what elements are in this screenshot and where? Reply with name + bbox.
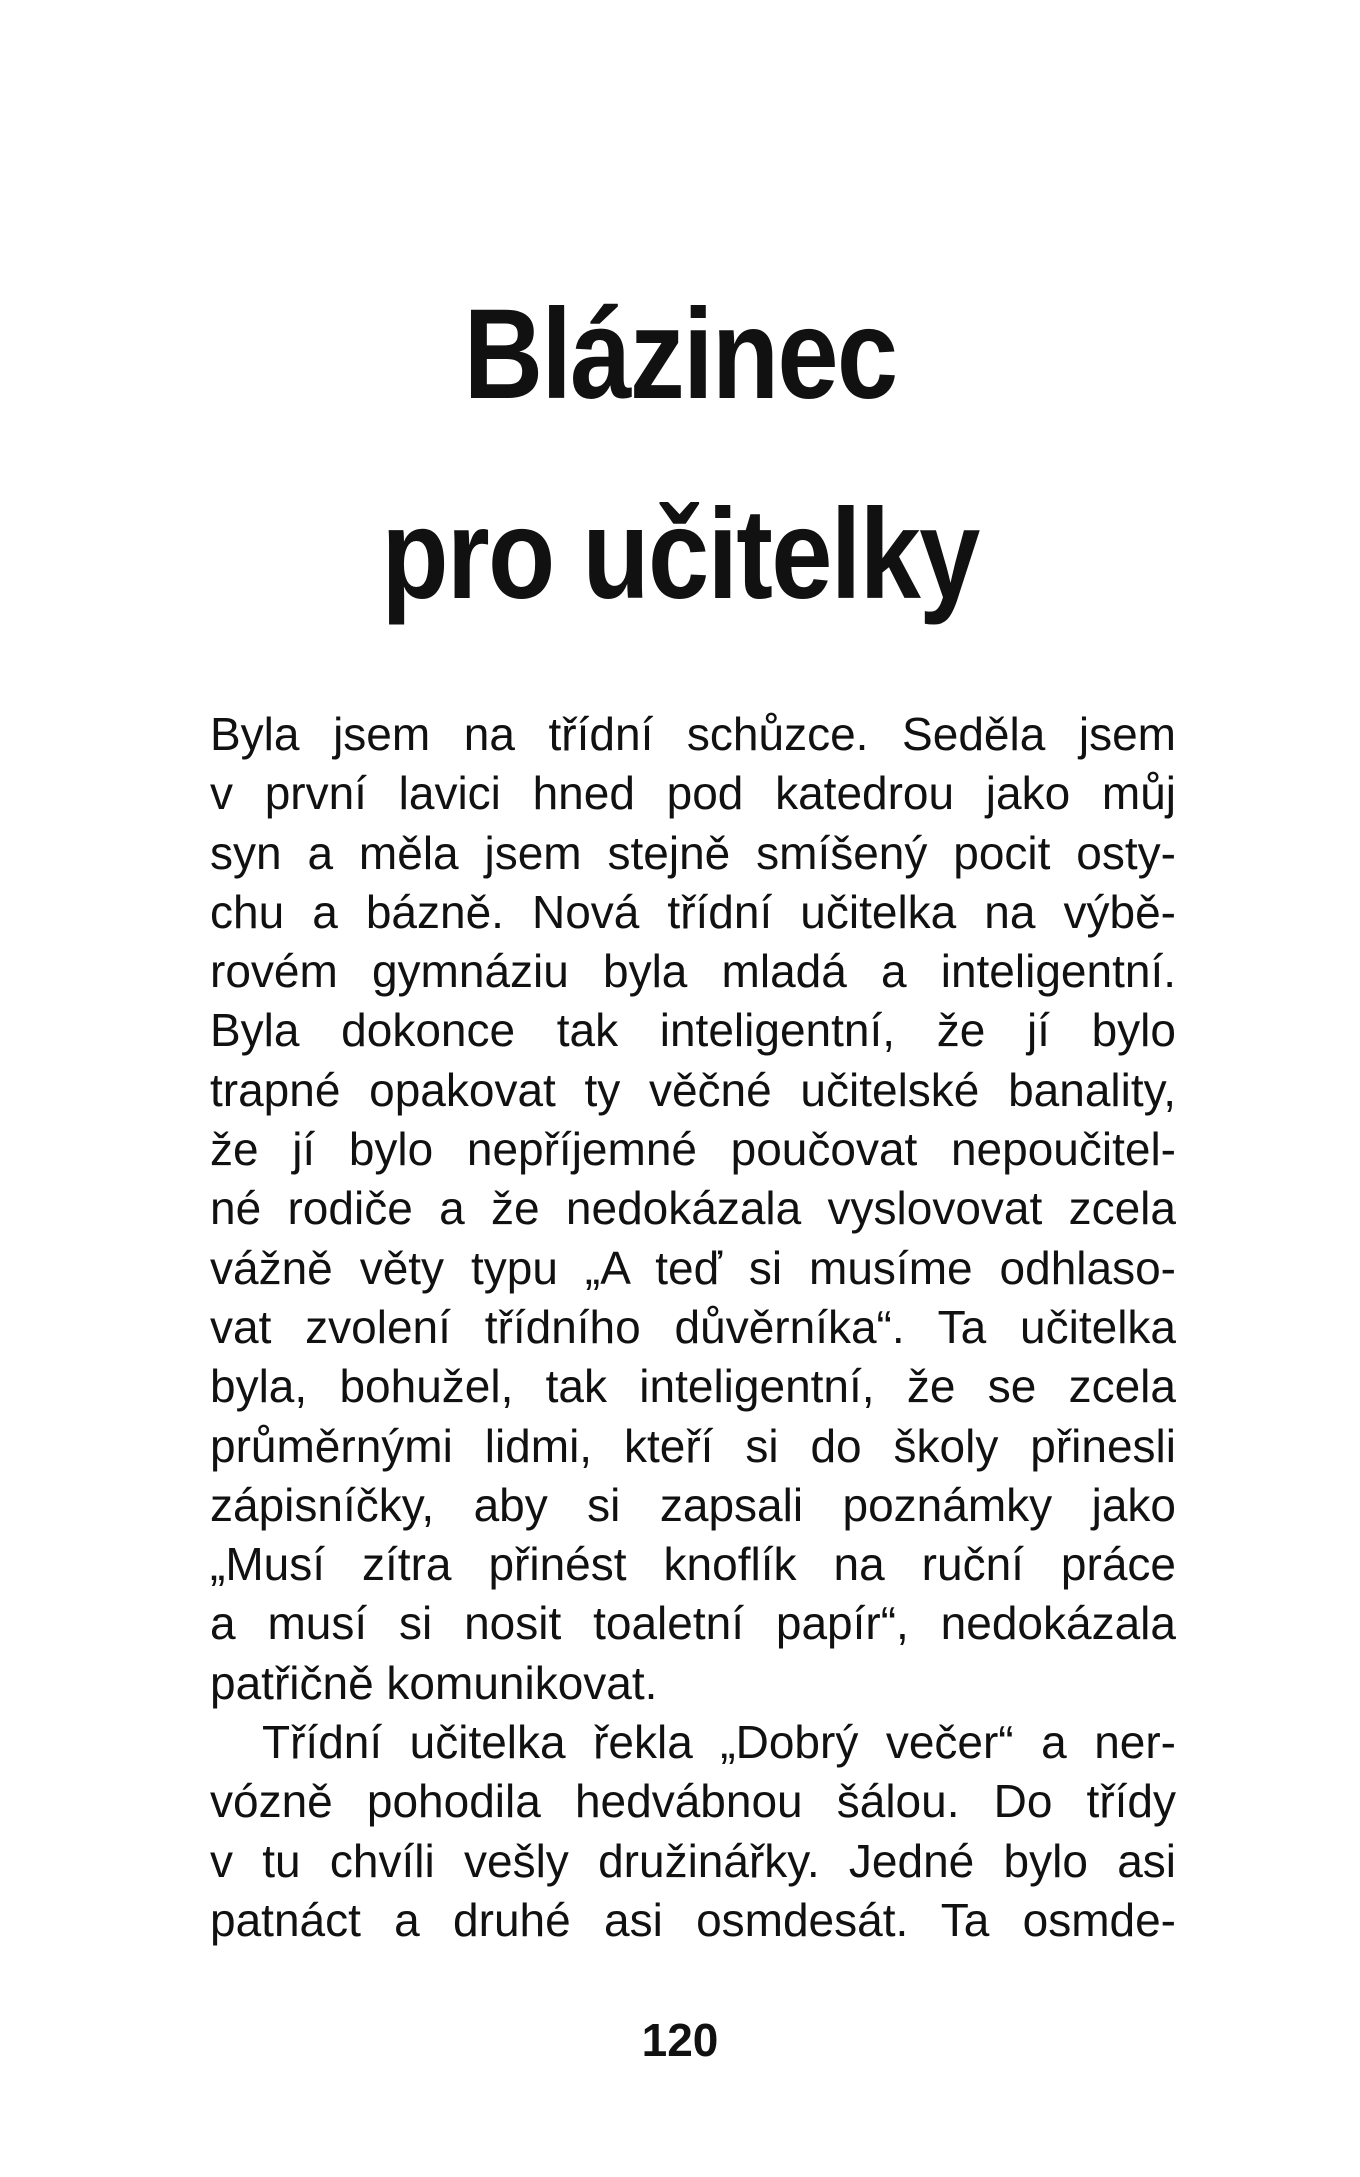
text-line: patřičně komunikovat. <box>210 1656 658 1709</box>
text-line: v první lavici hned pod katedrou jako můj <box>210 767 1176 820</box>
text-line: trapné opakovat ty věčné učitelské banality, <box>210 1063 1176 1116</box>
page-number: 120 <box>641 2014 719 2066</box>
text-line: Byla jsem na třídní schůzce. Seděla jsem <box>210 708 1176 760</box>
text-line: Třídní učitelka řekla „Dobrý večer“ a ner- <box>262 1716 1176 1769</box>
text-line: byla, bohužel, tak inteligentní, že se zcela <box>210 1360 1176 1413</box>
text-line: vat zvolení třídního důvěrníka“. Ta učitelka <box>210 1300 1176 1353</box>
text-line: patnáct a druhé asi osmdesát. Ta osmde- <box>210 1893 1176 1946</box>
chapter-title-line-2: pro učitelky <box>381 483 979 626</box>
text-line: rovém gymnáziu byla mladá a inteligentní. <box>210 945 1176 998</box>
text-line: v tu chvíli vešly družinářky. Jedné bylo asi <box>210 1834 1176 1887</box>
chapter-title-line-1: Blázinec <box>463 283 897 426</box>
text-line: vážně věty typu „A teď si musíme odhlaso- <box>210 1241 1176 1294</box>
text-line: „Musí zítra přinést knoflík na ruční práce <box>210 1538 1176 1591</box>
text-line: a musí si nosit toaletní papír“, nedokázala <box>210 1597 1176 1650</box>
text-line: né rodiče a že nedokázala vyslovovat zcela <box>210 1182 1176 1235</box>
text-line: průměrnými lidmi, kteří si do školy přinesli <box>210 1419 1176 1472</box>
text-line: chu a bázně. Nová třídní učitelka na výbě- <box>210 885 1176 938</box>
text-line: zápisníčky, aby si zapsali poznámky jako <box>210 1478 1176 1531</box>
chapter-body <box>210 705 1176 1950</box>
text-line: že jí bylo nepříjemné poučovat nepoučitel- <box>210 1123 1176 1176</box>
text-line: Byla dokonce tak inteligentní, že jí bylo <box>210 1004 1176 1057</box>
text-line: vózně pohodila hedvábnou šálou. Do třídy <box>210 1775 1176 1828</box>
chapter-title <box>95 255 1265 655</box>
text-line: syn a měla jsem stejně smíšený pocit osty- <box>210 826 1176 879</box>
